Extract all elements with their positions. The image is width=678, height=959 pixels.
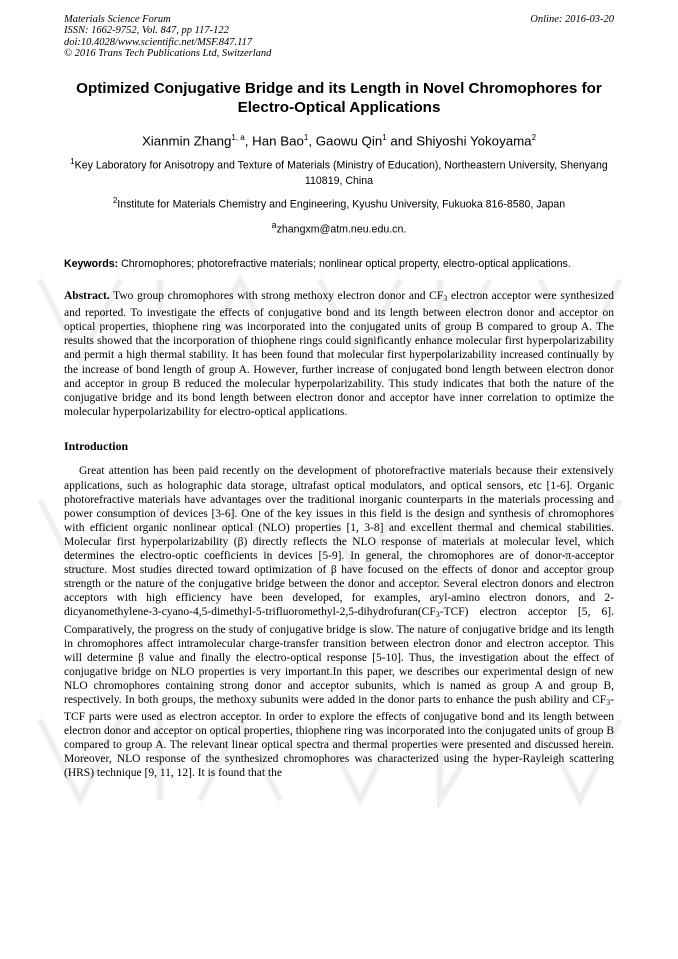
- author-separator: ,: [308, 133, 316, 149]
- author-affiliation-mark: 1: [382, 132, 387, 142]
- keywords: [64, 257, 614, 271]
- subscript: 3: [606, 697, 611, 707]
- author-separator: and: [386, 133, 417, 149]
- keywords-text: Chromophores; photorefractive materials; nonlinear optical property, electro-optical applications.: [121, 257, 571, 270]
- online-date: Online: 2016-03-20: [530, 14, 614, 25]
- affiliation-mark: 1: [70, 157, 75, 167]
- abstract-text: electron acceptor were synthesized and reported. To investigate the effects of conjugative bond and its length between electron donor and acceptor on optical properties, thiophene ring was incorporated into the conjugated units of group B compared to group A. The results showed that the incorporation of thiophene rings could significantly enhance molecular first hyperpolarizability and permit a high thermal stability. It has been found that molecular first hyperpolarizability increased continually by the increase of bond length of group A. However, further increase of conjugated bond length between electron donor and acceptor in group B reduced the molecular hyperpolarizability. This study indicates that both the nature of the conjugative bridge and its bond length between electron donor and acceptor have inner correlation to optimize the molecular hyperpolarizability for electro-optical applications.: [64, 289, 614, 419]
- author-affiliation-mark: 1, a: [231, 132, 245, 142]
- author-name: Xianmin Zhang: [141, 133, 232, 149]
- affiliation-2: [64, 193, 614, 213]
- paragraph-text: -TCF parts were used as electron acceptor. In order to explore the effects of conjugative bond and its length between electron donor and acceptor on optical properties, thiophene ring was incorporated into the conjugated units of group B compared to group A. The relevant linear optical spectra and thermal properties were presented and discussed herein. Moreover, NLO response of the synthesized chromophores was characterized using the hyper-Rayleigh scattering (HRS) technique [9, 11, 12]. It is found that the: [64, 693, 614, 780]
- paper-title: Optimized Conjugative Bridge and its Length in Novel Chromophores for Electro-Optical Applications: [76, 79, 602, 116]
- author-name: Shiyoshi Yokoyama: [416, 133, 532, 149]
- affiliation-1: [64, 154, 614, 189]
- abstract: [64, 289, 614, 420]
- introduction-paragraph: [64, 464, 614, 780]
- journal-header: [64, 14, 614, 60]
- paragraph-text: -TCF) electron acceptor [5, 6]. Comparatively, the progress on the study of conjugative bridge is slow. The nature of conjugative bridge and its length in chromophores affect intramolecular charge-transfer transition between electron donor and electron acceptor. This will determine β value and finally the electro-optical response [5-10]. Thus, the investigation about the effect of conjugative bridge on NLO properties is very important.In this paper, we describes our experimental design of new NLO chromophores containing strong donor and acceptor subunits, which is named as group A and group B, respectively. In both groups, the methoxy subunits were added in the donor parts to enhance the push ability and CF: [64, 606, 614, 706]
- author-list: [64, 129, 614, 150]
- author-separator: ,: [244, 133, 253, 149]
- corresponding-email[interactable]: [64, 218, 614, 237]
- author-affiliation-mark: 2: [531, 132, 537, 142]
- journal-name: Materials Science Forum: [64, 14, 171, 25]
- email-mark: a: [271, 220, 277, 231]
- affiliation-text: Institute for Materials Chemistry and Engineering, Kyushu University, Fukuoka 816-8580, Japan: [117, 198, 566, 211]
- journal-doi[interactable]: doi:10.4028/www.scientific.net/MSF.847.117: [64, 36, 253, 48]
- subscript: 3: [443, 293, 448, 303]
- abstract-label: Abstract.: [64, 289, 110, 302]
- author-name: Han Bao: [252, 133, 304, 149]
- affiliation-mark: 2: [112, 195, 118, 205]
- journal-issn: ISSN: 1662-9752, Vol. 847, pp 117-122: [64, 25, 229, 37]
- author-affiliation-mark: 1: [303, 132, 309, 142]
- journal-copyright: © 2016 Trans Tech Publications Ltd, Switzerland: [64, 48, 272, 60]
- subscript: 3: [435, 610, 440, 620]
- paper-page: [64, 14, 614, 781]
- keywords-label: Keywords:: [64, 257, 119, 270]
- paragraph-text: Great attention has been paid recently on the development of photorefractive materials because their extensively applications, such as holographic data storage, ultrafast optical modulators, and optical sensors, etc [1-6]. Organic photorefractive materials have advantages over the traditional inorganic counterparts in the materials processing and power consumption of devices [3-6]. One of the key issues in this field is the design and synthesis of chromophores with efficient organic nonlinear optical (NLO) properties [1, 3-8] and excellent thermal and chemical stabilities. Molecular first hyperpolarizability (β) directly reflects the NLO response of materials at molecular level, which determines the electro-optic coefficients in devices [5-9]. In general, the chromophores are of donor-π-acceptor structure. Most studies directed toward optimization of β have focused on the effects of donor and acceptor group strength or the nature of the conjugative bridge between the donor and acceptor. Several electron donors and electron acceptors with high efficiency have been developed, for examples, aryl-amino electron donors, and 2-dicyanomethylene-3-cyano-4,5-dimethyl-5-trifluoromethyl-2,5-dihydrofuran(CF: [64, 465, 614, 619]
- affiliation-text: Key Laboratory for Anisotropy and Texture of Materials (Ministry of Education), Northeastern University, Shenyang 110819, China: [74, 159, 608, 187]
- author-name: Gaowu Qin: [315, 133, 383, 149]
- abstract-text: Two group chromophores with strong methoxy electron donor and CF: [113, 289, 444, 302]
- section-heading-introduction: Introduction: [64, 439, 129, 454]
- email-text[interactable]: zhangxm@atm.neu.edu.cn.: [276, 223, 407, 236]
